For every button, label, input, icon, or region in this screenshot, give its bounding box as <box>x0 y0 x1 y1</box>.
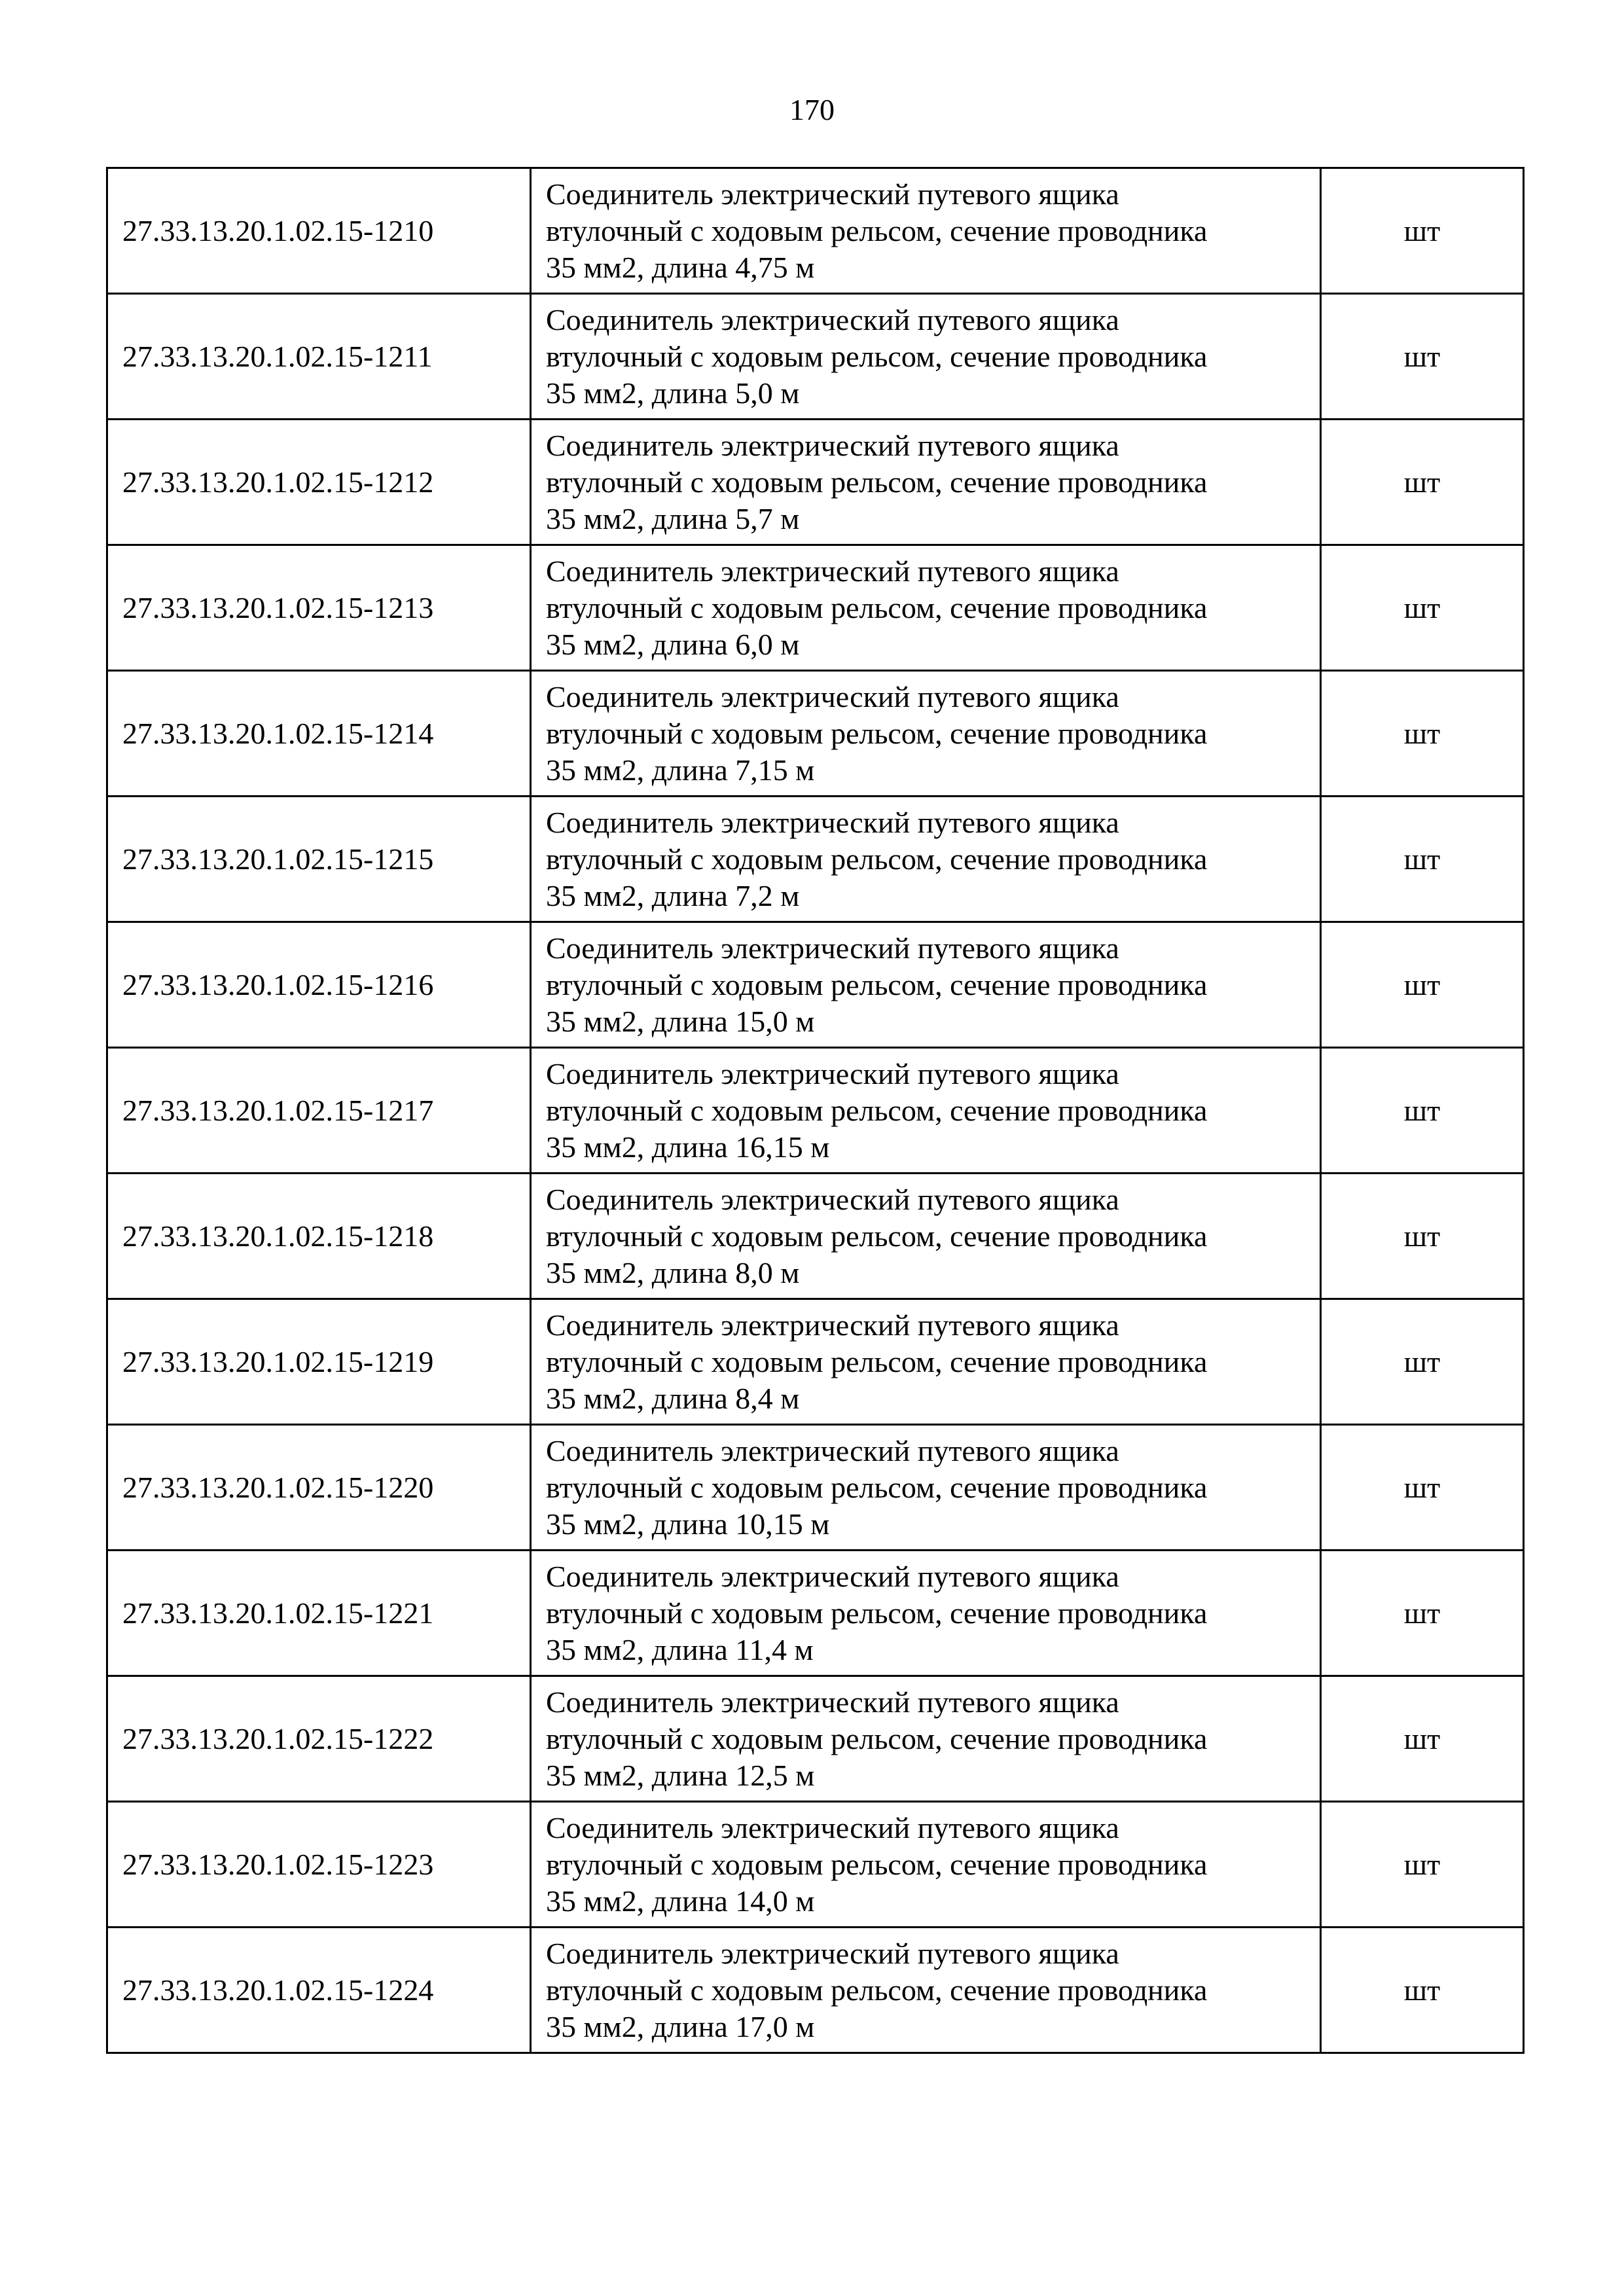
resource-name-line: 35 мм2, длина 8,4 м <box>546 1381 800 1415</box>
resource-name-line: 35 мм2, длина 17,0 м <box>546 2009 815 2043</box>
table-row <box>107 671 1524 797</box>
resource-code: 27.33.13.20.1.02.15-1224 <box>107 1928 531 2053</box>
resource-name-line: 35 мм2, длина 14,0 м <box>546 1884 815 1918</box>
resource-table-body <box>107 168 1524 2053</box>
resource-name-line: втулочный с ходовым рельсом, сечение проводника <box>546 590 1208 624</box>
table-row <box>107 1802 1524 1928</box>
table-row <box>107 797 1524 922</box>
resource-name-line: втулочный с ходовым рельсом, сечение проводника <box>546 1721 1208 1755</box>
resource-code: 27.33.13.20.1.02.15-1220 <box>107 1425 531 1551</box>
resource-code: 27.33.13.20.1.02.15-1213 <box>107 545 531 671</box>
resource-name-line: Соединитель электрический путевого ящика <box>546 1433 1119 1467</box>
resource-unit: шт <box>1321 420 1524 545</box>
resource-name-line: втулочный с ходовым рельсом, сечение проводника <box>546 1973 1208 2007</box>
resource-name-line: 35 мм2, длина 16,15 м <box>546 1130 830 1164</box>
resource-name <box>531 1174 1321 1299</box>
resource-name <box>531 1928 1321 2053</box>
table-row <box>107 1174 1524 1299</box>
resource-unit: шт <box>1321 797 1524 922</box>
table-row <box>107 1676 1524 1802</box>
resource-name <box>531 922 1321 1048</box>
table-row <box>107 1425 1524 1551</box>
resource-code: 27.33.13.20.1.02.15-1212 <box>107 420 531 545</box>
resource-unit: шт <box>1321 168 1524 294</box>
table-row <box>107 294 1524 420</box>
resource-name-line: втулочный с ходовым рельсом, сечение проводника <box>546 1596 1208 1630</box>
resource-name <box>531 671 1321 797</box>
resource-name-line: 35 мм2, длина 6,0 м <box>546 627 800 661</box>
resource-name-line: Соединитель электрический путевого ящика <box>546 1308 1119 1342</box>
resource-name <box>531 1299 1321 1425</box>
resource-name-line: втулочный с ходовым рельсом, сечение проводника <box>546 842 1208 876</box>
resource-name-line: втулочный с ходовым рельсом, сечение проводника <box>546 339 1208 373</box>
page-number: 170 <box>789 93 835 126</box>
resource-name-line: втулочный с ходовым рельсом, сечение проводника <box>546 1847 1208 1881</box>
table-row <box>107 420 1524 545</box>
resource-unit: шт <box>1321 294 1524 420</box>
resource-name-line: Соединитель электрический путевого ящика <box>546 805 1119 839</box>
resource-name-line: втулочный с ходовым рельсом, сечение проводника <box>546 716 1208 750</box>
resource-name-line: Соединитель электрический путевого ящика <box>546 1685 1119 1719</box>
resource-code: 27.33.13.20.1.02.15-1216 <box>107 922 531 1048</box>
resource-name <box>531 420 1321 545</box>
resource-name-line: Соединитель электрический путевого ящика <box>546 1559 1119 1593</box>
resource-code: 27.33.13.20.1.02.15-1219 <box>107 1299 531 1425</box>
resource-name-line: втулочный с ходовым рельсом, сечение проводника <box>546 1093 1208 1127</box>
table-row <box>107 1928 1524 2053</box>
resource-table <box>106 167 1525 2054</box>
resource-name-line: втулочный с ходовым рельсом, сечение проводника <box>546 1344 1208 1378</box>
resource-unit: шт <box>1321 545 1524 671</box>
resource-name-line: втулочный с ходовым рельсом, сечение проводника <box>546 1219 1208 1253</box>
resource-unit: шт <box>1321 671 1524 797</box>
resource-unit: шт <box>1321 1928 1524 2053</box>
resource-name-line: Соединитель электрический путевого ящика <box>546 679 1119 713</box>
resource-code: 27.33.13.20.1.02.15-1223 <box>107 1802 531 1928</box>
resource-code: 27.33.13.20.1.02.15-1218 <box>107 1174 531 1299</box>
resource-name-line: 35 мм2, длина 4,75 м <box>546 250 815 284</box>
resource-unit: шт <box>1321 1048 1524 1174</box>
resource-name-line: 35 мм2, длина 15,0 м <box>546 1004 815 1038</box>
resource-unit: шт <box>1321 1299 1524 1425</box>
resource-name <box>531 294 1321 420</box>
resource-name-line: 35 мм2, длина 5,7 м <box>546 501 800 535</box>
resource-unit: шт <box>1321 1425 1524 1551</box>
resource-name <box>531 1802 1321 1928</box>
resource-name-line: втулочный с ходовым рельсом, сечение проводника <box>546 465 1208 499</box>
table-row <box>107 922 1524 1048</box>
table-row <box>107 545 1524 671</box>
resource-name <box>531 797 1321 922</box>
resource-code: 27.33.13.20.1.02.15-1217 <box>107 1048 531 1174</box>
resource-name-line: 35 мм2, длина 11,4 м <box>546 1632 814 1666</box>
resource-code: 27.33.13.20.1.02.15-1210 <box>107 168 531 294</box>
resource-name <box>531 168 1321 294</box>
resource-name-line: 35 мм2, длина 7,15 м <box>546 753 815 787</box>
resource-name-line: Соединитель электрический путевого ящика <box>546 1936 1119 1970</box>
resource-name-line: 35 мм2, длина 12,5 м <box>546 1758 815 1792</box>
resource-name <box>531 1551 1321 1676</box>
resource-name-line: Соединитель электрический путевого ящика <box>546 1056 1119 1090</box>
resource-name-line: Соединитель электрический путевого ящика <box>546 1810 1119 1844</box>
resource-name <box>531 1048 1321 1174</box>
resource-name-line: втулочный с ходовым рельсом, сечение проводника <box>546 213 1208 247</box>
resource-name-line: Соединитель электрический путевого ящика <box>546 1182 1119 1216</box>
resource-unit: шт <box>1321 1174 1524 1299</box>
resource-name-line: втулочный с ходовым рельсом, сечение проводника <box>546 967 1208 1001</box>
resource-name-line: Соединитель электрический путевого ящика <box>546 302 1119 336</box>
resource-code: 27.33.13.20.1.02.15-1222 <box>107 1676 531 1802</box>
resource-code: 27.33.13.20.1.02.15-1221 <box>107 1551 531 1676</box>
table-row <box>107 1551 1524 1676</box>
resource-code: 27.33.13.20.1.02.15-1214 <box>107 671 531 797</box>
resource-name-line: 35 мм2, длина 10,15 м <box>546 1507 830 1541</box>
table-row <box>107 1299 1524 1425</box>
resource-name-line: 35 мм2, длина 8,0 м <box>546 1255 800 1289</box>
table-row <box>107 168 1524 294</box>
resource-name <box>531 1676 1321 1802</box>
table-row <box>107 1048 1524 1174</box>
resource-name-line: Соединитель электрический путевого ящика <box>546 931 1119 965</box>
resource-unit: шт <box>1321 1551 1524 1676</box>
resource-unit: шт <box>1321 1802 1524 1928</box>
resource-name-line: Соединитель электрический путевого ящика <box>546 554 1119 588</box>
resource-unit: шт <box>1321 1676 1524 1802</box>
resource-name-line: Соединитель электрический путевого ящика <box>546 177 1119 211</box>
resource-name <box>531 545 1321 671</box>
resource-code: 27.33.13.20.1.02.15-1215 <box>107 797 531 922</box>
resource-name-line: Соединитель электрический путевого ящика <box>546 428 1119 462</box>
resource-name-line: втулочный с ходовым рельсом, сечение проводника <box>546 1470 1208 1504</box>
resource-code: 27.33.13.20.1.02.15-1211 <box>107 294 531 420</box>
resource-name-line: 35 мм2, длина 5,0 м <box>546 376 800 410</box>
resource-unit: шт <box>1321 922 1524 1048</box>
resource-name-line: 35 мм2, длина 7,2 м <box>546 878 800 912</box>
resource-name <box>531 1425 1321 1551</box>
